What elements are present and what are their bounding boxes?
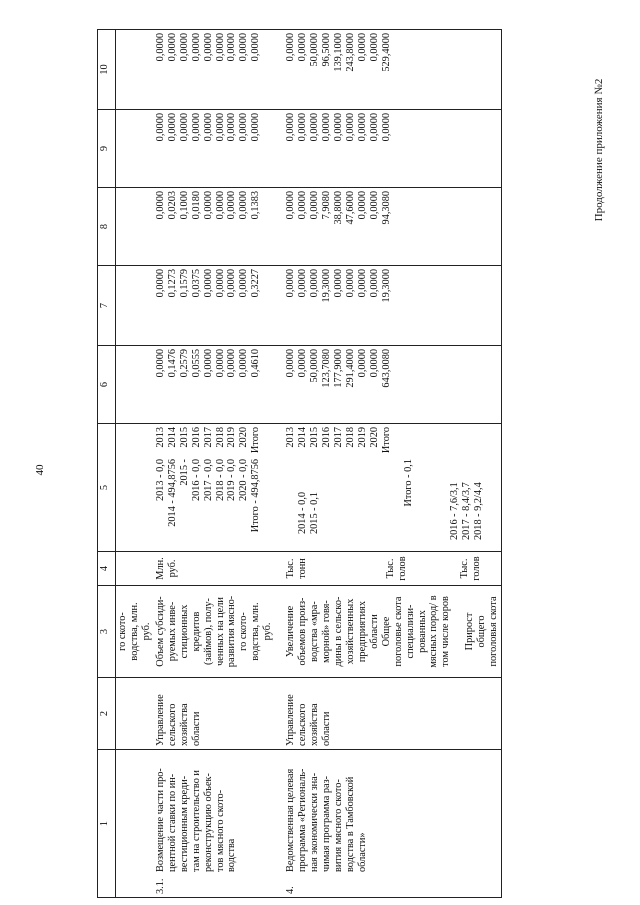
header-col-9: 9 — [98, 110, 116, 188]
row-executor: Управление сельского хозяйства области — [275, 678, 501, 750]
row-col6: 0,0000 0,0000 50,0000 123,7080 177,9000 291,4000 0,0000 0,0000 643,0080 — [275, 346, 501, 424]
row-indicator-a: Увеличение объемов произ- водства «мра- морной» говя- дины в сельско- хозяйственных предприятиях области — [285, 596, 380, 667]
row-unit-a: Тыс. тонн — [285, 558, 309, 579]
header-col-6: 6 — [98, 346, 116, 424]
table-row — [275, 30, 501, 898]
table-row — [154, 30, 275, 898]
header-col-10: 10 — [98, 30, 116, 110]
header-col-1: 1 — [98, 750, 116, 898]
row-years: 2013 2014 2015 2016 2017 2018 2019 2020 Итого — [285, 427, 392, 454]
page-number: 40 — [34, 464, 46, 476]
row-number: 4. — [285, 886, 297, 894]
row-name: Возмещение части про- центной ставки по ин- вестиционным креди- там на строительство и реконструкцию объек- тов мясного ското- водства — [154, 768, 238, 872]
header-col-3: 3 — [98, 586, 116, 678]
row-years: 2013 2014 2015 2016 2017 2018 2019 2020 Итого — [154, 427, 262, 454]
row-indicator-c: Прирост общего поголовья скота — [464, 596, 500, 667]
row-target-values-a: 2014 - 0,0 2015 - 0,1 — [297, 491, 321, 534]
header-col-4: 4 — [98, 552, 116, 586]
row-unit-b: Тыс. голов — [385, 556, 408, 581]
header-col-7: 7 — [98, 266, 116, 346]
row-indicator: Объем субсиди- руемых инве- стиционных кредитов (займов), полу- ченных на цели развития мясно- го ското- водства, млн. руб. — [154, 586, 275, 678]
table-rotated-wrapper — [97, 30, 617, 898]
row-col7: 0,0000 0,0000 0,0000 19,3000 0,0000 0,0000 0,0000 0,0000 19,3000 — [275, 266, 501, 346]
header-col-8: 8 — [98, 188, 116, 266]
row-col8: 0,0000 0,0203 0,1000 0,0180 0,0000 0,0000 0,0000 0,0000 0,1383 — [154, 188, 275, 266]
row-col6: 0,0000 0,1476 0,2579 0,0555 0,0000 0,0000 0,0000 0,0000 0,4610 — [154, 346, 275, 424]
carry-over-indicator: го ското- водства, млн. руб. — [116, 586, 154, 678]
row-target-total: Итого - 0,1 — [402, 459, 414, 507]
row-col10: 0,0000 0,0000 50,0000 96,5000 139,1000 243,8000 0,0000 0,0000 529,4000 — [275, 30, 501, 110]
row-col8: 0,0000 0,0000 0,0000 7,9080 38,8000 47,6000 0,0000 0,0000 94,3080 — [275, 188, 501, 266]
row-executor: Управление сельского хозяйства области — [154, 678, 275, 750]
row-col9: 0,0000 0,0000 0,0000 0,0000 0,0000 0,0000 0,0000 0,0000 0,0000 — [154, 110, 275, 188]
continuation-caption: Продолжение приложения №2 — [593, 78, 605, 222]
row-target-values: 2013 - 0,0 2014 - 494,8756 2015 - 2016 - 0,0 2017 - 0,0 2018 - 0,0 2019 - 0,0 2020 - 0,0 Итого - 494,8756 — [154, 459, 262, 533]
row-unit-c: Тыс. голов — [458, 556, 482, 581]
table-row-carry-over — [116, 30, 154, 898]
row-unit: Млн. руб. — [154, 552, 275, 586]
row-col9: 0,0000 0,0000 0,0000 0,0000 0,0000 0,0000 0,0000 0,0000 0,0000 — [275, 110, 501, 188]
header-col-2: 2 — [98, 678, 116, 750]
row-number: 3.1. — [154, 878, 166, 894]
row-col10: 0,0000 0,0000 0,0000 0,0000 0,0000 0,0000 0,0000 0,0000 0,0000 — [154, 30, 275, 110]
header-col-5: 5 — [98, 424, 116, 552]
row-target-values-b: 2016 - 7,6/3,1 2017 - 8,4/3,7 2018 - 9,2/4,4 — [448, 482, 484, 540]
row-indicator-b: Общее поголовье скота специализи- рованных мясных пород/ в том числе коров — [380, 595, 452, 668]
program-table — [97, 29, 502, 898]
header-row — [98, 30, 116, 898]
row-col7: 0,0000 0,1273 0,1579 0,0375 0,0000 0,0000 0,0000 0,0000 0,3227 — [154, 266, 275, 346]
row-name: Ведомственная целевая программа «Региональ- ная экономически зна- чимая программа раз- вития мясного ското- водства в Тамбовской области» — [285, 768, 368, 872]
